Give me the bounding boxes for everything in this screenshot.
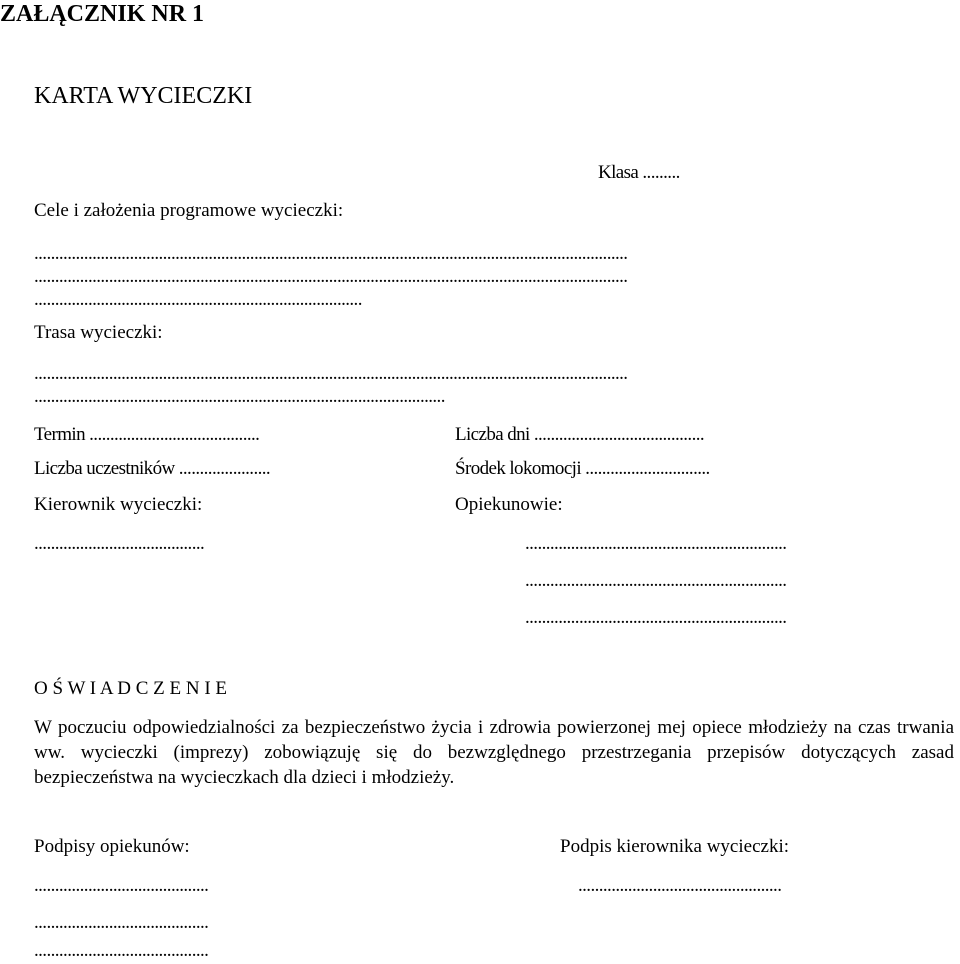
goals-line-1: ............................................................................................................................................... — [34, 243, 628, 264]
declaration-text: W poczuciu odpowiedzialności za bezpieczeństwo życia i zdrowia powierzonej mej opiece młodzieży na czas trwania ww. wycieczki (imprezy) zobowiązuję się do bezwzględnego przestrzegania przepisów dotyczących zasad bezpieczeństwa na wycieczkach dla dzieci i młodzieży. — [34, 717, 954, 788]
signatures-guardians-label: Podpisy opiekunów: — [34, 836, 190, 857]
declaration-title: O Ś W I A D C Z E N I E — [34, 678, 227, 699]
participants-field: Liczba uczestników ...................... — [34, 458, 271, 479]
route-line-2: ................................................................................................... — [34, 386, 445, 407]
guardian-line-2: ............................................................... — [525, 570, 787, 591]
goals-line-3: ............................................................................... — [34, 289, 362, 310]
guardian-line-1: ............................................................... — [525, 533, 787, 554]
transport-field: Środek lokomocji .............................. — [455, 458, 710, 479]
days-field: Liczba dni ......................................... — [455, 424, 705, 445]
guardian-signature-line-3: .......................................... — [34, 940, 209, 961]
leader-line: ......................................... — [34, 533, 205, 554]
goals-line-2: ............................................................................................................................................... — [34, 266, 628, 287]
guardian-signature-line-2: .......................................... — [34, 912, 209, 933]
route-line-1: ............................................................................................................................................... — [34, 363, 628, 384]
guardians-label: Opiekunowie: — [455, 494, 563, 515]
form-title: KARTA WYCIECZKI — [34, 83, 253, 109]
signatures-leader-label: Podpis kierownika wycieczki: — [560, 836, 790, 857]
leader-label: Kierownik wycieczki: — [34, 494, 203, 515]
guardian-signature-line-1: .......................................... — [34, 875, 209, 896]
goals-label: Cele i założenia programowe wycieczki: — [34, 200, 344, 221]
route-label: Trasa wycieczki: — [34, 322, 163, 343]
term-field: Termin ......................................... — [34, 424, 260, 445]
guardian-line-3: ............................................................... — [525, 607, 787, 628]
appendix-heading: ZAŁĄCZNIK NR 1 — [0, 1, 205, 27]
class-field: Klasa ......... — [598, 162, 680, 183]
leader-signature-line: ................................................. — [578, 875, 782, 896]
